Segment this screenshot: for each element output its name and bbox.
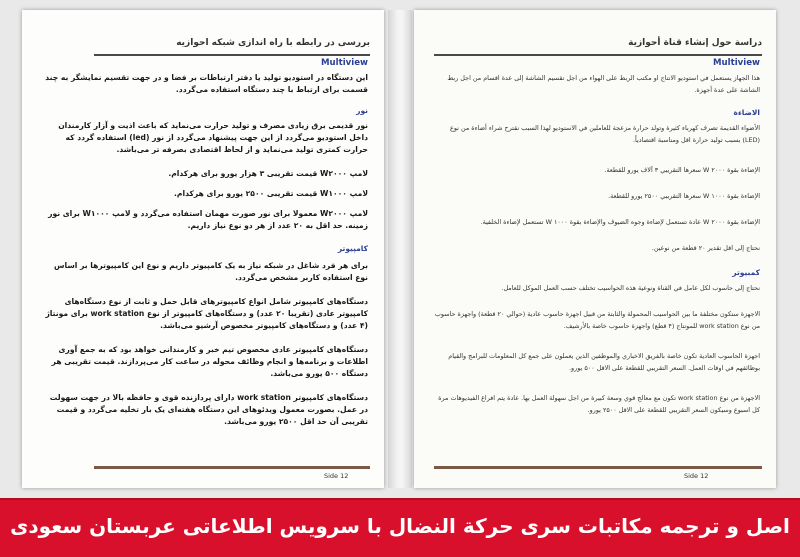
right-paragraph-computer-need: نحتاج إلى حاسوب لكل عامل في القناة ونوعية هذه الحواسيب تختلف حسب العمل الموكل للعامل. bbox=[501, 284, 760, 292]
right-page-number: Side 12 bbox=[684, 472, 709, 480]
left-paragraph-lamp-1000: لامپ W۱۰۰۰ قیمت تقریبی ۲۵۰۰ یورو برای هرکدام. bbox=[174, 189, 368, 198]
left-paragraph-regular-pc: دستگاه‌های کامپیوتر عادی مخصوص تیم خبر و کارمندانی خواهد بود که به جمع آوری اطلاعات و برنامه‌ها و انجام وظائف محوله در ساعت کار می‌پردازند. قیمت تقریبی هر دستگاه ۵۰۰ یورو می‌باشد. bbox=[51, 345, 368, 378]
left-paragraph-workstation: دستگاه‌های کامپیوتر work station دارای پردازنده قوی و حافظه بالا در جهت سهولت در عمل. بصورت معمول ویدئوهای این دستگاه هفته‌ای یک بار تخلیه می‌گردد و قیمت تقریبی آن حد اقل ۲۵۰۰ یورو می‌باشد. bbox=[49, 393, 368, 426]
left-page-header: بررسی در رابطه با راه اندازی شبکه احوازیه bbox=[94, 38, 370, 56]
right-section-title: Multiview bbox=[713, 58, 760, 68]
left-heading-light: نور bbox=[356, 106, 368, 115]
right-paragraph-regular-pc: اجهزة الحاسوب العادية تكون خاصة بالفريق الاخباري والموظفين الذين يعملون على جمع كل المعلومات للبرامج والقيام بوظائفهم في اوقات العمل. السعر التقريبي للقطعة على الاقل ۵۰۰ يورو. bbox=[448, 352, 760, 372]
left-paragraph-lamp-usage: لامپ W۲۰۰۰ معمولا برای نور صورت مهمان استفاده می‌گردد و لامپ W۱۰۰۰ برای نور زمینه. حد اقل به ۲۰ عدد از هر دو نوع نیاز داریم. bbox=[48, 209, 368, 230]
left-paragraph-lamp-2000: لامپ W۲۰۰۰ قیمت تقریبی ۳ هزار یورو برای هرکدام. bbox=[168, 169, 368, 178]
right-paragraph-1: هذا الجهاز يستعمل في استوديو الانتاج او مكتب الربط على الهواء من اجل تقسيم الشاشة إلى عدة اقسام من اجل ربط الشاشة على عدة أجهزة. bbox=[447, 74, 760, 94]
book-spine bbox=[388, 10, 412, 488]
caption-banner-stripe bbox=[0, 498, 800, 500]
right-paragraph-computer-types: الاجهزة ستكون مختلفة ما بين الحواسيب المحمولة والثابتة من قبيل اجهزة حاسوب عادية (حوالي ۲۰ قطعة) واجهزة حاسوب من نوع work station للمونتاج (۴ قطع) واجهزة حاسوب خاصة بالأرشيف. bbox=[434, 310, 760, 330]
left-footer-line bbox=[94, 466, 370, 469]
left-section-title: Multiview bbox=[321, 58, 368, 68]
right-paragraph-lamp-1000: الإضاءة بقوة W ۱۰۰۰ سعرها التقريبي ۲۵۰۰ يورو للقطعة. bbox=[608, 192, 760, 200]
right-paragraph-lamp-2000: الإضاءة بقوة W ۲۰۰۰ سعرها التقريبي ۳ آلاف يورو للقطعة. bbox=[604, 166, 760, 174]
right-paragraph-light: الأضواء القديمة تصرف كهرباء كثيرة وتولد حرارة مزعجة للعاملين في الاستوديو لهذا السبب نقترح شراء أضاءة من نوع (LED) بسبب توليد حرارة اقل ومناسبة اقتصادياً. bbox=[450, 124, 760, 144]
left-paragraph-computer-need: برای هر فرد شاغل در شبکه نیاز به یک کامپیوتر داریم و نوع این کامپیوترها بر اساس نوع استفاده کاربر مشخص می‌گردد. bbox=[53, 261, 368, 282]
caption-banner-text: اصل و ترجمه مکاتبات سری حرکة النضال با سرویس اطلاعاتی عربستان سعودی bbox=[10, 514, 790, 538]
right-paragraph-workstation: الاجهزة من نوع work station تكون مع معالج قوي وسعة كبيرة من اجل سهولة العمل بها. عادة يتم افراغ الفيديوهات مرة كل اسبوع وسيكون السعر التقريبي للقطعة على الاقل ۲۵۰۰ يورو. bbox=[438, 394, 760, 414]
left-page-number: Side 12 bbox=[324, 472, 349, 480]
right-heading-light: الاضاءة bbox=[733, 108, 760, 117]
right-heading-computer: كمبيوتر bbox=[732, 268, 760, 277]
left-page bbox=[22, 10, 384, 488]
right-page-header: دراسة حول إنشاء قناة أحوازية bbox=[434, 38, 762, 56]
left-paragraph-light: نور قدیمی برق زیادی مصرف و تولید حرارت می‌نماید که باعث اذیت و آزار کارمندان داخل استودیو می‌گردد از این جهت پیشنهاد می‌گردد از نور (led) استفاده گردد که حرارت کمتری تولید می‌نماید و از لحاظ اقتصادی بصرفه تر می‌باشد. bbox=[58, 121, 368, 154]
left-paragraph-computer-types: دستگاه‌های کامپیوتر شامل انواع کامپیوترهای قابل حمل و ثابت از نوع دستگاه‌های کامپیوتر عادی (تقریبا ۲۰ عدد) و دستگاه‌های کامپیوتر از نوع work station برای مونتاژ (۴ عدد) و دستگاه‌های کامپیوتر مخصوص آرشیو می‌باشد. bbox=[45, 297, 368, 330]
left-heading-computer: کامپیوتر bbox=[337, 244, 368, 253]
left-paragraph-1: این دستگاه در استودیو تولید یا دفتر ارتباطات بر فضا و در جهت تقسیم نمایشگر به چند قسمت برای ارتباط با چند دستگاه استفاده می‌گردد. bbox=[45, 73, 368, 94]
right-paragraph-quantity: نحتاج إلى اقل تقدير ۲۰ قطعة من نوعين. bbox=[651, 244, 760, 252]
right-paragraph-lamp-usage: الإضاءة بقوة W ۲۰۰۰ عادة تستعمل لإضاءة وجوه الضيوف والإضاءة بقوة W ۱۰۰۰ تستعمل لإضاءة الخلفية. bbox=[480, 218, 760, 226]
right-page bbox=[414, 10, 776, 488]
right-footer-line bbox=[434, 466, 762, 469]
